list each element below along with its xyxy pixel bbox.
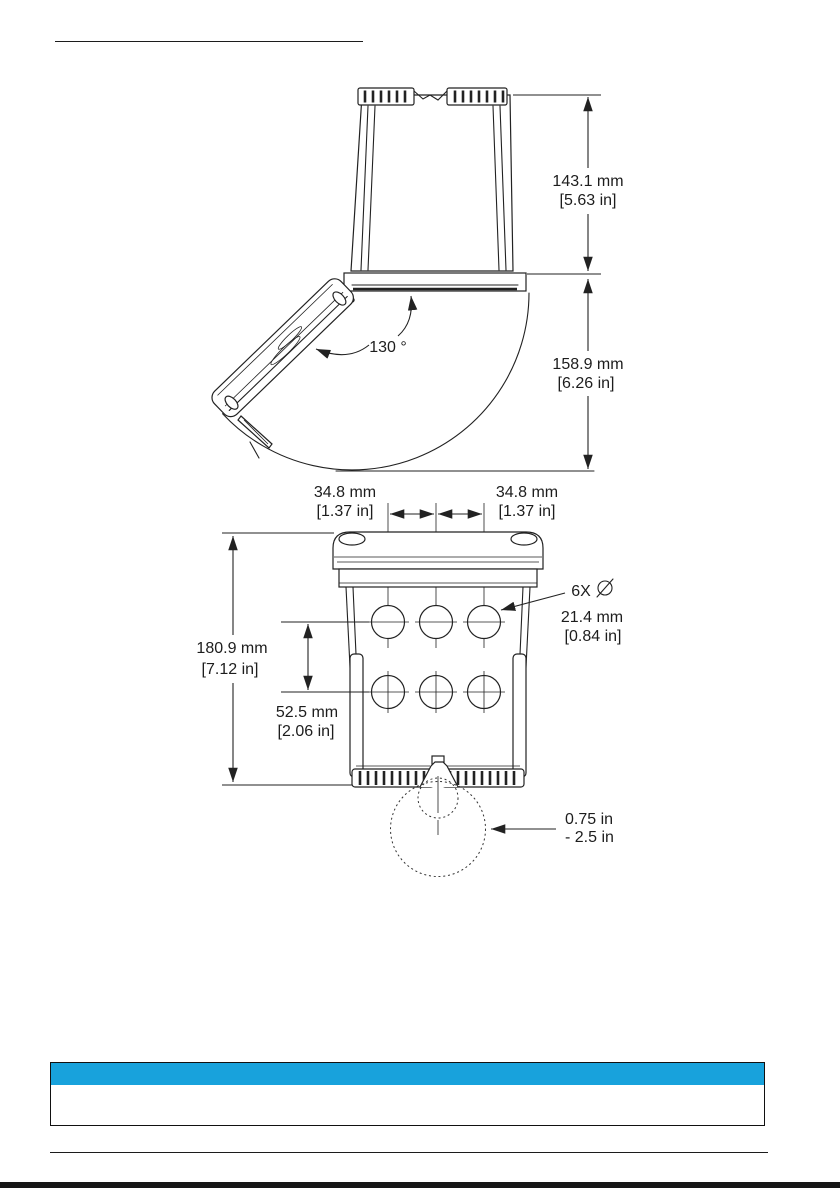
dim-door-depth-mm: 158.9 mm [552, 356, 624, 373]
door-angle-label: 130 ° [369, 339, 407, 356]
dim-body-height-in: [7.12 in] [201, 661, 259, 678]
conduit-hole [463, 671, 505, 713]
bottom-view [196, 484, 623, 877]
conduit-hole [415, 671, 457, 713]
sun-shield [351, 88, 513, 271]
dim-door-depth-in: [6.26 in] [557, 375, 615, 392]
page-bottom-scan-edge [0, 1182, 840, 1188]
pipe-range-line1: 0.75 in [565, 811, 614, 828]
dim-shield-height-mm: 143.1 mm [552, 173, 624, 190]
dim-shield-height-in: [5.63 in] [559, 192, 617, 209]
hole-count-label: 6X [571, 583, 591, 600]
conduit-hole [415, 606, 457, 639]
side-view [208, 88, 623, 471]
side-rail-right [513, 587, 530, 777]
pipe-range-line2: - 2.5 in [565, 829, 614, 846]
hole-spacing-left-mm: 34.8 mm [313, 484, 377, 501]
hole-spacing-right-mm: 34.8 mm [495, 484, 559, 501]
conduit-hole [463, 606, 505, 639]
hole-diameter-mm: 21.4 mm [560, 609, 624, 626]
conduit-hole-callout [501, 579, 623, 645]
dim-open-door-depth [552, 279, 623, 469]
pipe-mount-circles [391, 776, 486, 877]
notice-header-bar [51, 1063, 764, 1085]
conduit-hole [367, 671, 409, 713]
dim-body-height-mm: 180.9 mm [196, 640, 268, 657]
dim-body-height [196, 533, 352, 785]
rib-strip-right [455, 91, 503, 103]
enclosure-cap [333, 532, 543, 587]
mounting-bracket [334, 273, 526, 302]
hole-spacing-right-in: [1.37 in] [498, 503, 556, 520]
side-rail-left [346, 587, 363, 777]
conduit-hole [367, 606, 409, 639]
hole-diameter-in: [0.84 in] [564, 628, 622, 645]
hole-spacing-left-in: [1.37 in] [316, 503, 374, 520]
dim-row-spacing-mm: 52.5 mm [275, 704, 339, 721]
notice-box [50, 1062, 765, 1126]
door-latch-tab [238, 416, 272, 458]
footer-rule [50, 1152, 768, 1153]
dim-shield-height [513, 95, 624, 274]
dim-row-spacing-in: [2.06 in] [277, 723, 335, 740]
pipe-range-callout [491, 811, 614, 846]
notice-body [51, 1085, 764, 1125]
open-door [208, 275, 357, 420]
diameter-icon [597, 579, 613, 597]
conduit-holes [367, 606, 505, 714]
